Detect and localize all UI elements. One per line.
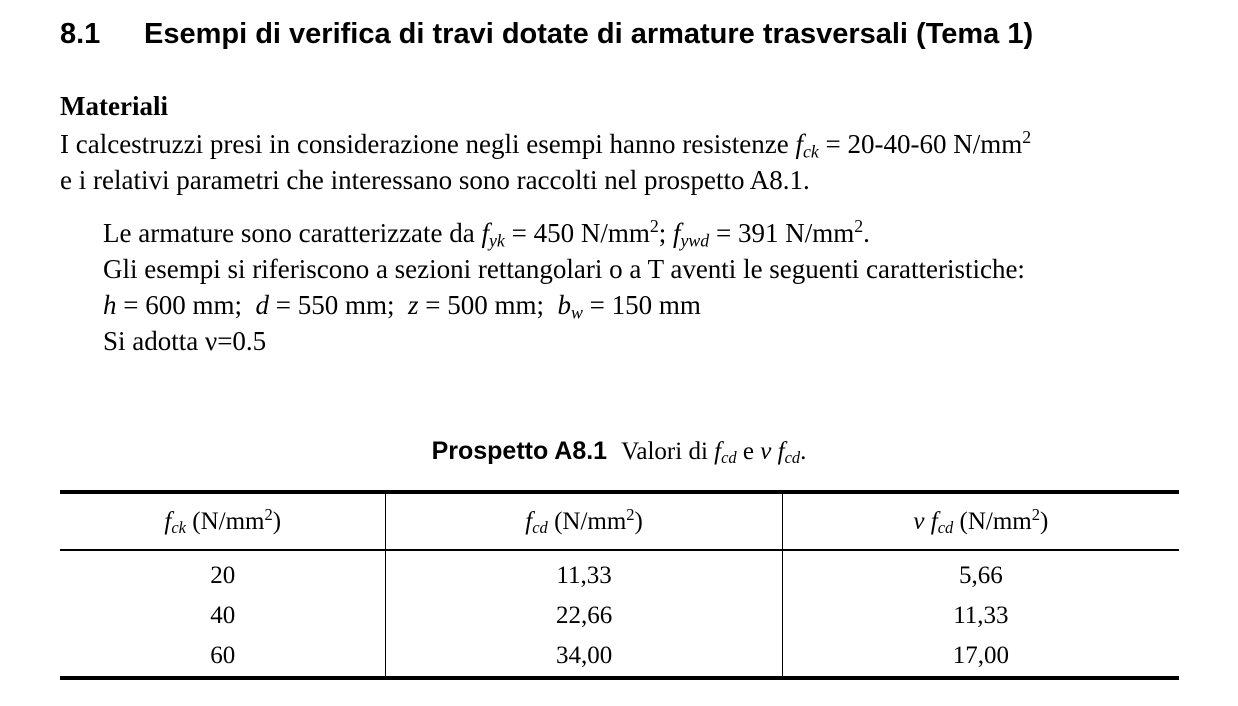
h-value: = 600 mm; xyxy=(116,290,256,320)
table-row xyxy=(60,596,1179,636)
cell-fck: 40 xyxy=(60,596,386,636)
fyk-subscript: yk xyxy=(489,230,505,251)
separator: ; xyxy=(658,218,673,248)
header-nu: ν xyxy=(913,507,925,535)
cell-nu-fcd: 5,66 xyxy=(958,562,1003,589)
cell-nu-fcd: 17,00 xyxy=(782,636,1179,678)
materials-heading: Materiali xyxy=(60,91,168,121)
caption-f1: f xyxy=(714,438,722,465)
period: . xyxy=(863,218,870,248)
exponent: 2 xyxy=(626,504,635,524)
header-symbol: f xyxy=(164,507,172,535)
fywd-value: = 391 N/mm xyxy=(709,218,855,248)
prospetto-table xyxy=(60,490,1179,680)
section-title: Esempi di verifica di travi dotate di armature trasversali (Tema 1) xyxy=(144,18,1034,50)
header-unit: (N/mm xyxy=(186,507,265,535)
header-symbol: f xyxy=(924,507,938,535)
caption-mid: e xyxy=(736,438,761,465)
fyk-value: = 450 N/mm xyxy=(504,218,650,248)
header-fcd xyxy=(386,492,782,550)
materials-line-1 xyxy=(60,126,1031,162)
table-header-row xyxy=(60,492,1179,550)
header-unit: (N/mm xyxy=(953,507,1032,535)
header-subscript: ck xyxy=(171,517,186,537)
table-row xyxy=(60,636,1179,678)
bw-symbol: b xyxy=(557,290,571,320)
exponent: 2 xyxy=(649,216,659,237)
fyk-symbol: f xyxy=(481,218,490,248)
fck-symbol: f xyxy=(795,129,803,159)
h-symbol: h xyxy=(103,290,117,320)
dimensions-line xyxy=(103,287,1025,323)
z-symbol: z xyxy=(407,290,419,320)
section-heading xyxy=(60,18,1033,51)
header-nu-fcd xyxy=(782,492,1179,550)
d-value: = 550 mm; xyxy=(268,290,408,320)
reinforcement-line-2: Gli esempi si riferiscono a sezioni rettangolari o a T aventi le seguenti caratteristiche: xyxy=(103,254,1025,284)
reinforcement-block xyxy=(103,215,1025,359)
cell-fck: 60 xyxy=(60,636,386,678)
cell-fcd: 34,00 xyxy=(386,636,782,678)
section-number: 8.1 xyxy=(60,18,101,50)
fck-values: = 20-40-60 N/mm xyxy=(818,129,1023,159)
header-unit-end: ) xyxy=(272,507,282,535)
caption-label: Prospetto A8.1 xyxy=(431,437,608,465)
caption-f2-sub: cd xyxy=(784,448,801,468)
cell-nu-fcd: 11,33 xyxy=(953,602,1009,629)
header-unit-end: ) xyxy=(1039,507,1049,535)
reinforcement-line-1 xyxy=(103,215,1025,251)
cell-fck: 20 xyxy=(60,550,386,596)
nu-line: Si adotta ν=0.5 xyxy=(103,326,267,356)
exponent: 2 xyxy=(854,216,864,237)
header-symbol: f xyxy=(525,507,533,535)
cell-fcd: 22,66 xyxy=(386,596,782,636)
caption-f1-sub: cd xyxy=(721,448,737,468)
exponent: 2 xyxy=(1022,127,1032,148)
bw-value: = 150 mm xyxy=(582,290,701,320)
exponent: 2 xyxy=(1031,504,1040,524)
reinforcement-intro: Le armature sono caratterizzate da xyxy=(103,218,482,248)
header-fck xyxy=(60,492,386,550)
header-subscript: cd xyxy=(532,517,548,537)
caption-f2: f xyxy=(771,438,785,465)
bw-subscript: w xyxy=(570,302,583,323)
header-subscript: cd xyxy=(937,517,954,537)
fywd-symbol: f xyxy=(673,218,681,248)
exponent: 2 xyxy=(264,504,273,524)
header-unit: (N/mm xyxy=(547,507,627,535)
caption-nu: ν xyxy=(760,438,772,465)
intro-text: I calcestruzzi presi in considerazione negli esempi hanno resistenze xyxy=(60,129,796,159)
z-value: = 500 mm; xyxy=(418,290,558,320)
header-unit-end: ) xyxy=(634,507,643,535)
caption-end: . xyxy=(800,438,807,465)
d-symbol: d xyxy=(255,290,269,320)
cell-fcd: 11,33 xyxy=(386,550,782,596)
table-row xyxy=(60,550,1179,596)
materials-paragraph xyxy=(60,126,1031,198)
fck-subscript: ck xyxy=(802,141,819,162)
materials-line-2: e i relativi parametri che interessano sono raccolti nel prospetto A8.1. xyxy=(60,165,810,195)
table-caption xyxy=(0,437,1238,466)
caption-text: Valori di xyxy=(621,438,715,465)
fywd-subscript: ywd xyxy=(680,230,710,251)
